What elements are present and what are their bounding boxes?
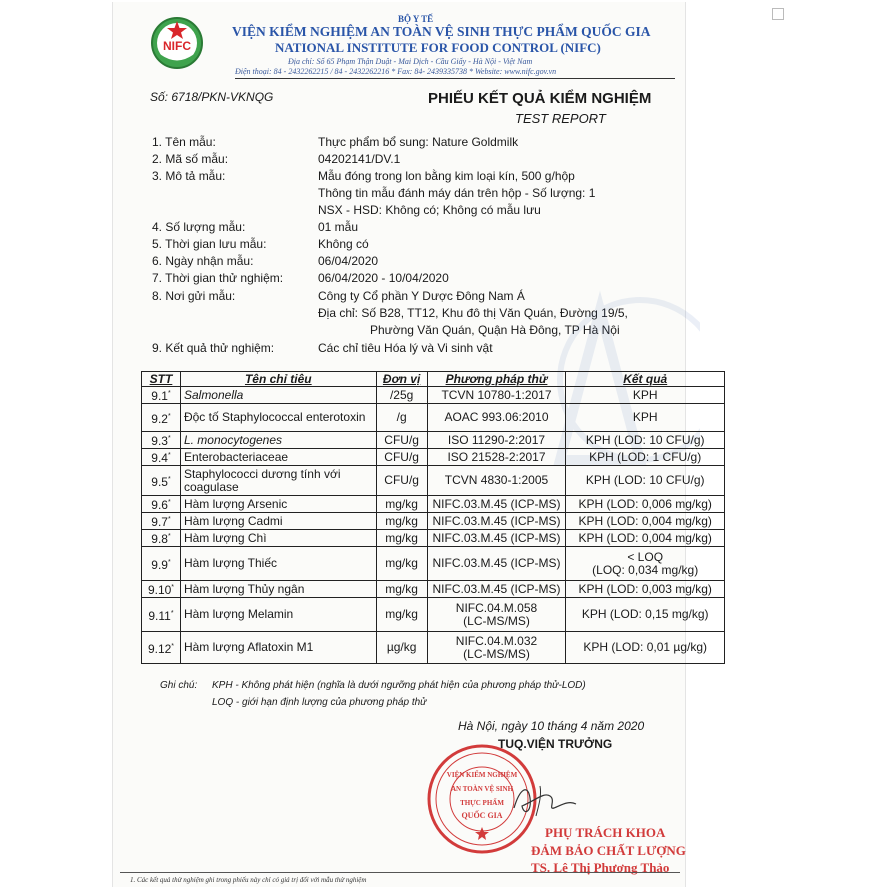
row-stt: 9.10 <box>147 583 172 597</box>
row-name: Hàm lượng Cadmi <box>180 513 376 530</box>
row-unit: mg/kg <box>376 513 427 530</box>
row-method: TCVN 10780-1:2017 <box>427 387 566 404</box>
value-test-period: 06/04/2020 - 10/04/2020 <box>318 271 449 285</box>
note-kph: KPH - Không phát hiện (nghĩa là dưới ngưỡng phát hiện của phương pháp thử-LOD) <box>212 680 586 691</box>
row-result: KPH (LOD: 0,004 mg/kg) <box>566 530 725 547</box>
handwritten-signature <box>510 778 580 820</box>
label-received-date: 6. Ngày nhận mẫu: <box>152 254 254 268</box>
nifc-logo <box>150 16 204 70</box>
footer-divider <box>120 872 680 873</box>
table-header-row <box>142 372 725 387</box>
row-unit: µg/kg <box>376 632 427 664</box>
table-row <box>142 466 725 496</box>
row-stt: 9.9 <box>151 557 168 572</box>
row-unit: CFU/g <box>376 449 427 466</box>
value-sample-desc-2: Thông tin mẫu đánh máy dán trên hộp - Số lượng: 1 <box>318 186 596 200</box>
row-name: Hàm lượng Aflatoxin M1 <box>180 632 376 664</box>
row-stt: 9.8 <box>151 532 168 546</box>
label-sample-desc: 3. Mô tả mẫu: <box>152 169 226 183</box>
row-result: KPH (LOD: 1 CFU/g) <box>566 449 725 466</box>
header-unit: Đơn vị <box>376 372 427 387</box>
row-result: KPH (LOD: 0,01 µg/kg) <box>566 632 725 664</box>
table-row <box>142 581 725 598</box>
accredited-mark: * <box>167 452 171 459</box>
row-name: L. monocytogenes <box>180 432 376 449</box>
value-sample-code: 04202141/DV.1 <box>318 152 401 166</box>
table-row <box>142 496 725 513</box>
row-name: Hàm lượng Chì <box>180 530 376 547</box>
row-method: NIFC.03.M.45 (ICP-MS) <box>427 547 566 581</box>
row-name: Hàm lượng Thiếc <box>180 547 376 581</box>
institute-name-en: NATIONAL INSTITUTE FOR FOOD CONTROL (NIFC) <box>275 40 601 55</box>
row-result: < LOQ <box>627 549 664 564</box>
signatory-title-1: PHỤ TRÁCH KHOA <box>545 825 666 840</box>
accredited-mark: * <box>167 499 171 506</box>
row-result: KPH (LOD: 0,003 mg/kg) <box>566 581 725 598</box>
value-storage-time: Không có <box>318 237 369 251</box>
header-name: Tên chỉ tiêu <box>180 372 376 387</box>
institute-address: Địa chỉ: Số 65 Phạm Thận Duật - Mai Dịch - Cầu Giấy - Hà Nội - Việt Nam <box>288 57 533 66</box>
report-title-vi: PHIẾU KẾT QUẢ KIỂM NGHIỆM <box>428 90 652 107</box>
accredited-mark: * <box>170 609 174 617</box>
row-unit: mg/kg <box>376 547 427 581</box>
row-stt: 9.5 <box>151 474 168 489</box>
row-method-technique: (LC-MS/MS) <box>463 646 530 661</box>
table-row <box>142 449 725 466</box>
row-result: KPH (LOD: 0,006 mg/kg) <box>566 496 725 513</box>
row-method: NIFC.04.M.058 <box>455 600 538 615</box>
value-sample-desc-3: NSX - HSD: Không có; Không có mẫu lưu <box>318 203 541 217</box>
row-unit: mg/kg <box>376 581 427 598</box>
row-result: KPH (LOD: 10 CFU/g) <box>566 466 725 496</box>
table-row <box>142 530 725 547</box>
row-method: AOAC 993.06:2010 <box>427 404 566 432</box>
table-row <box>142 404 725 432</box>
row-stt: 9.6 <box>151 498 168 512</box>
accredited-mark: * <box>167 516 171 523</box>
row-method: NIFC.04.M.032 <box>455 633 538 648</box>
row-result: KPH <box>566 404 725 432</box>
row-stt: 9.11 <box>148 608 171 623</box>
accredited-mark: * <box>167 390 171 397</box>
stamp-line-2: AN TOÀN VỆ SINH <box>450 785 514 793</box>
label-sender: 8. Nơi gửi mẫu: <box>152 289 236 303</box>
row-name: Salmonella <box>180 387 376 404</box>
row-stt: 9.1 <box>151 389 168 403</box>
table-row <box>142 632 725 664</box>
table-row <box>142 547 725 581</box>
note-loq: LOQ - giới hạn định lượng của phương pháp thử <box>212 697 427 708</box>
value-sender-name: Công ty Cổ phần Y Dược Đông Nam Á <box>318 289 525 303</box>
institute-contact: Điện thoại: 84 - 2432262215 / 84 - 2432262216 * Fax: 84- 2439335738 * Website: www.nifc.gov.vn <box>235 67 557 76</box>
institute-name-vi: VIỆN KIỂM NGHIỆM AN TOÀN VỆ SINH THỰC PHẨM QUỐC GIA <box>232 24 651 39</box>
row-result: KPH (LOD: 0,15 mg/kg) <box>566 598 725 632</box>
row-stt: 9.2 <box>151 411 168 426</box>
value-sample-desc-1: Mẫu đóng trong lon bằng kim loại kín, 500 g/hộp <box>318 169 575 183</box>
value-sample-name: Thực phẩm bổ sung: Nature Goldmilk <box>318 135 519 149</box>
row-unit: /g <box>376 404 427 432</box>
row-method: TCVN 4830-1:2005 <box>427 466 566 496</box>
row-result-loq: (LOQ: 0,034 mg/kg) <box>592 562 699 577</box>
row-name: Hàm lượng Thủy ngân <box>180 581 376 598</box>
header-method: Phương pháp thử <box>427 372 566 387</box>
accredited-mark: * <box>167 475 171 483</box>
header-stt: STT <box>142 372 181 387</box>
row-method: NIFC.03.M.45 (ICP-MS) <box>427 496 566 513</box>
row-stt: 9.12 <box>147 641 172 656</box>
value-sender-address-2: Phường Văn Quán, Quận Hà Đông, TP Hà Nội <box>370 323 620 337</box>
signatory-name: TS. Lê Thị Phương Thảo <box>531 860 670 875</box>
table-row <box>142 513 725 530</box>
notes-label: Ghi chú: <box>160 680 198 691</box>
ministry-name: BỘ Y TẾ <box>398 14 434 24</box>
row-unit: CFU/g <box>376 466 427 496</box>
label-test-result: 9. Kết quả thử nghiệm: <box>152 341 275 355</box>
row-result: KPH <box>566 387 725 404</box>
report-number: Số: 6718/PKN-VKNQG <box>150 90 274 104</box>
stamp-line-3: THỰC PHẨM <box>460 799 504 807</box>
value-test-result: Các chỉ tiêu Hóa lý và Vi sinh vật <box>318 341 493 355</box>
row-stt: 9.3 <box>151 434 168 448</box>
label-storage-time: 5. Thời gian lưu mẫu: <box>152 237 267 251</box>
logo-text: NIFC <box>163 39 191 53</box>
row-name: Enterobacteriaceae <box>180 449 376 466</box>
row-unit: mg/kg <box>376 598 427 632</box>
stamp-line-4: QUỐC GIA <box>461 811 503 820</box>
row-method: ISO 21528-2:2017 <box>427 449 566 466</box>
label-sample-code: 2. Mã số mẫu: <box>152 152 229 166</box>
row-result: KPH (LOD: 10 CFU/g) <box>566 432 725 449</box>
accredited-mark: * <box>171 584 175 591</box>
table-row <box>142 387 725 404</box>
signoff-date: Hà Nội, ngày 10 tháng 4 năm 2020 <box>458 719 645 733</box>
page-corner-marker <box>772 8 784 20</box>
label-test-period: 7. Thời gian thử nghiệm: <box>152 271 284 285</box>
row-name: Hàm lượng Melamin <box>180 598 376 632</box>
header-result: Kết quả <box>566 372 725 387</box>
row-result: KPH (LOD: 0,004 mg/kg) <box>566 513 725 530</box>
accredited-mark: * <box>167 412 171 420</box>
row-method-technique: (LC-MS/MS) <box>463 613 530 628</box>
stamp-line-1: VIỆN KIỂM NGHIỆM <box>446 771 518 779</box>
row-method: NIFC.03.M.45 (ICP-MS) <box>427 581 566 598</box>
accredited-mark: * <box>167 533 171 540</box>
row-stt: 9.7 <box>151 515 168 529</box>
value-sample-qty: 01 mẫu <box>318 220 359 234</box>
report-title-en: TEST REPORT <box>515 111 606 126</box>
row-method: NIFC.03.M.45 (ICP-MS) <box>427 530 566 547</box>
row-unit: mg/kg <box>376 496 427 513</box>
row-method: ISO 11290-2:2017 <box>427 432 566 449</box>
accredited-mark: * <box>167 558 171 566</box>
row-method: NIFC.03.M.45 (ICP-MS) <box>427 513 566 530</box>
header-divider <box>235 78 675 79</box>
label-sample-name: 1. Tên mẫu: <box>152 135 216 149</box>
value-sender-address-1: Địa chỉ: Số B28, TT12, Khu đô thị Văn Quán, Đường 19/5, <box>318 306 628 320</box>
row-name: Staphylococci dương tính với coagulase <box>180 466 376 496</box>
accredited-mark: * <box>171 642 175 650</box>
row-name: Độc tố Staphylococcal enterotoxin <box>180 404 376 432</box>
row-unit: /25g <box>376 387 427 404</box>
table-row <box>142 432 725 449</box>
footer-note: 1. Các kết quả thử nghiệm ghi trong phiếu này chỉ có giá trị đối với mẫu thử nghiệm <box>130 876 367 884</box>
value-received-date: 06/04/2020 <box>318 254 379 268</box>
results-table <box>141 371 725 664</box>
signoff-role: TUQ.VIỆN TRƯỞNG <box>498 737 613 751</box>
label-sample-qty: 4. Số lượng mẫu: <box>152 220 246 234</box>
table-row <box>142 598 725 632</box>
accredited-mark: * <box>167 435 171 442</box>
row-stt: 9.4 <box>151 451 168 465</box>
signatory-title-2: ĐẢM BẢO CHẤT LƯỢNG <box>531 843 686 858</box>
row-unit: mg/kg <box>376 530 427 547</box>
row-unit: CFU/g <box>376 432 427 449</box>
row-name: Hàm lượng Arsenic <box>180 496 376 513</box>
